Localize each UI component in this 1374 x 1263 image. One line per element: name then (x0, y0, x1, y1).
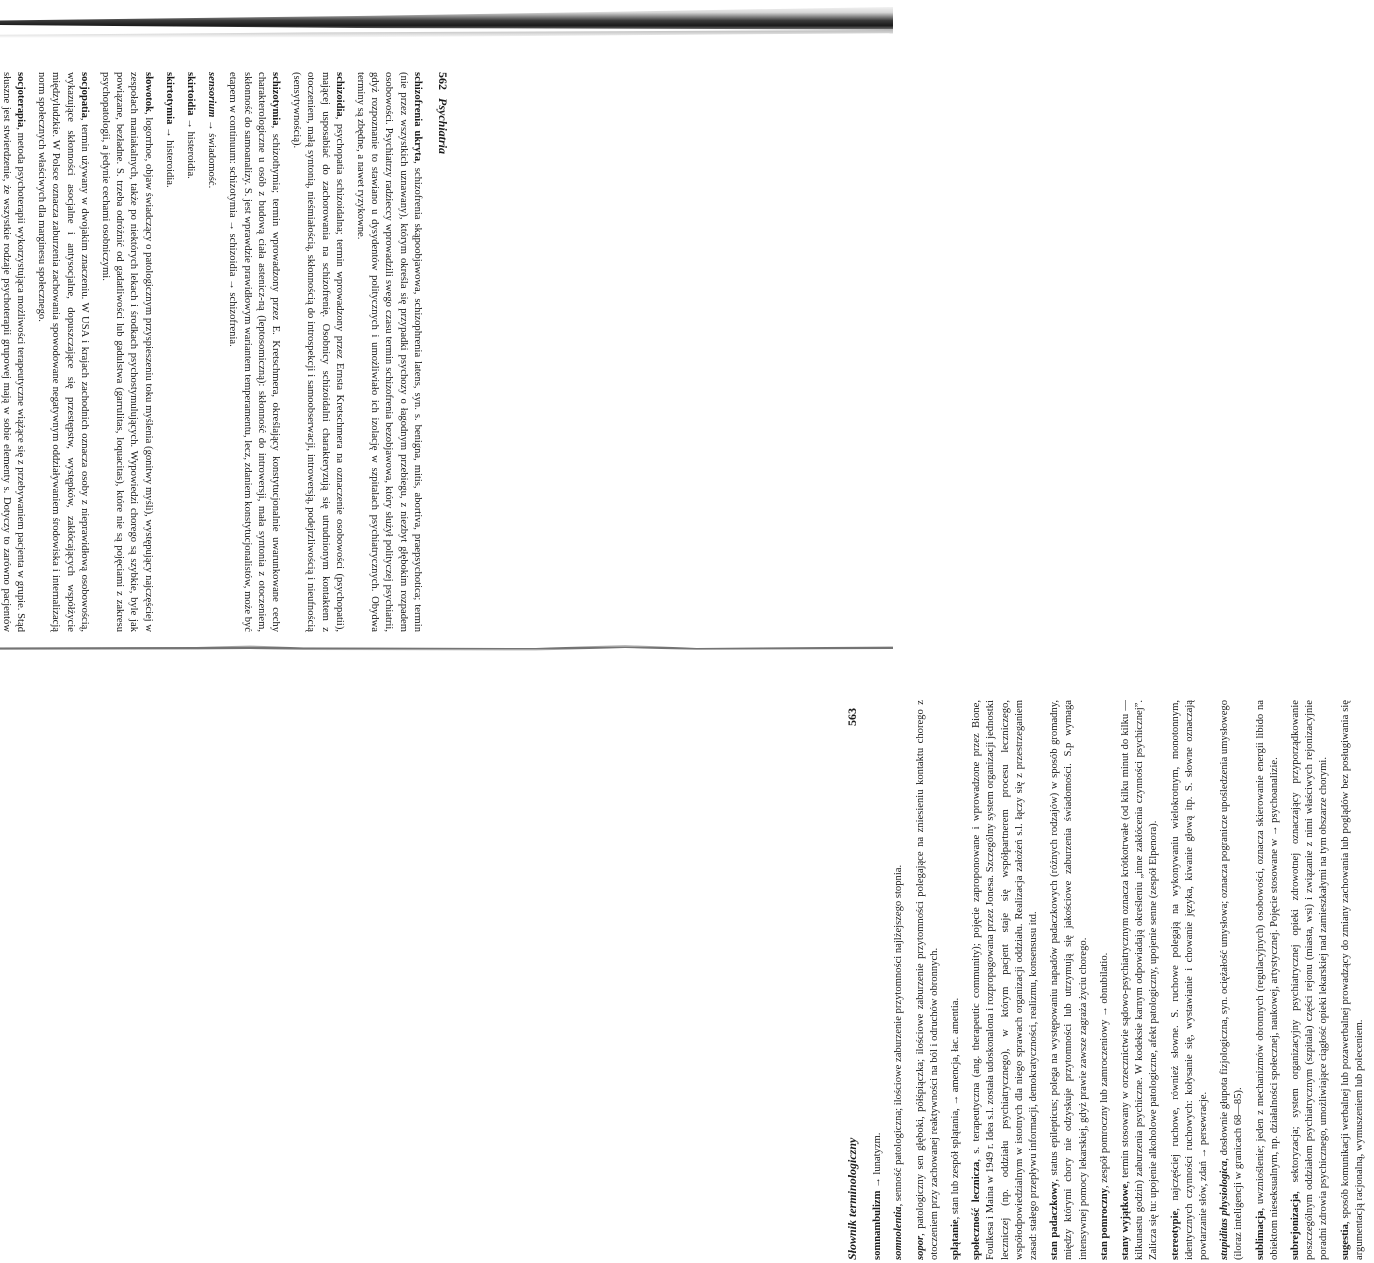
dictionary-entry (1169, 700, 1212, 1260)
entry-term: stereotypie (1169, 1210, 1181, 1260)
entry-body: , schizothymia; termin wprowadzony przez E. Kretschmera, określający konstytucjonalnie uwarunkowane cechy charakterologiczne u osób z budową ciała astenicz-ną (leptosomiczną): skłonność do introwersji, mała syntonia z otoczeniem, skłonność do samoanalizy. S. jest wprawdzie prawidłowym wariantem temperamentu, lecz, zdaniem konstytucjonalistów, może być etapem w continuum: schizotymia → schizoidia → schizofrenia. (227, 72, 281, 632)
dictionary-entry (162, 72, 176, 632)
entry-body: , psychopatia schizoidalna; termin wprowadzony przez Ernsta Kretschmera na oznaczenie osobowości (psychopatii), mającej usposabiać do zachorowania na schizofrenię. Osobnicy schizoidalni charakteryzują się utrudnionym kontaktem z otoczeniem, małą syntonią, nieśmiałością, skłonnością do introspekcji i samoobserwacji, introwersją, podejrzliwością i nieufnością (sensytywnością). (291, 72, 345, 632)
entry-term: somnolentia (893, 1206, 905, 1260)
entry-body: → histeroidia. (184, 115, 196, 179)
entry-term: socjopatia (78, 72, 90, 118)
dictionary-entry (970, 700, 1041, 1260)
scan-fold-line (0, 642, 893, 652)
dictionary-entry (1048, 700, 1091, 1260)
entry-body: , dosłownie głupota fizjologiczna, syn. ociężałość umysłowa; oznacza pogranicze upośledzenia umysłowego (iloraz inteligencji w granicach 68—85). (1219, 699, 1245, 1260)
dictionary-entry (914, 700, 942, 1260)
entry-term: skirtoidia (184, 72, 196, 116)
entry-term: somnambulizm (872, 1190, 884, 1260)
entry-term: społeczność lecznicza (971, 1161, 983, 1260)
dictionary-entry (949, 700, 963, 1260)
dictionary-entry (1254, 700, 1282, 1260)
page-number: 563 (845, 708, 859, 726)
dictionary-entry (0, 72, 27, 632)
entry-term: schizofrenia ukryta (411, 72, 423, 162)
entry-body: , zespół pomroczny lub zamroczeniowy → obnubilatio. (1098, 952, 1110, 1189)
entry-term: sopor (914, 1235, 926, 1260)
dictionary-entry (1119, 700, 1162, 1260)
running-header (845, 700, 859, 1260)
entry-body: , metoda psychoterapii wykorzystująca możliwości terapeutyczne wiążące się z przebywaniem pacjenta w grupie. Stąd słuszne jest stwierdzenie, że wszystkie rodzaje psychoterapii grupowej mają w sobie elementy s. Dotyczy to zarówno pacjentów (0, 72, 26, 632)
entry-body: , logorrhoe, objaw świadczący o patologicznym przyspieszeniu toku myślenia (gonitwy myśli), występujący najczęściej w zespołach maniakalnych, także po niektórych lekach i środkach psychostymulujących. Wypowiedzi chorego są szybkie, byle jak powiązane, bezładne. S. trzeba odróżnić od gadatliwości lub gadulstwa (garrulitas, loquacitas), które nie są pojęciami z zakresu psychopatologii, a jedynie cechami osobniczymi. (99, 72, 154, 632)
entry-body: → lunatyzm. (872, 1132, 884, 1191)
dictionary-entry (225, 72, 282, 632)
entry-term: splątanie (950, 1219, 962, 1260)
entry-term: stany wyjątkowe (1120, 1183, 1132, 1260)
entry-body: , termin używany w dwojakim znaczeniu. W USA i krajach zachodnich oznacza osoby z nieprawidłową osobowością, wykazujące skłonności asocjalne i antysocjalne, dopuszczające się przestępstw, występków, zakłócających współżycie międzyludzkie. W Polsce oznacza zaburzenia zachowania spowodowane negatywnym oddziaływaniem środowiska i internalizacją norm społecznych właściwych dla marginesu społecznego. (36, 72, 90, 632)
page-562 (0, 72, 450, 632)
entry-body: → świadomość. (206, 117, 218, 189)
dictionary-entry (204, 72, 218, 632)
entry-term: subrejonizacja (1290, 1193, 1302, 1260)
entry-body: , uwznioślenie; jeden z mechanizmów obronnych (regulacyjnych) osobowości, oznacza skierowanie energii libido na obiektom nieseksualnym, np. działalności społecznej, naukowej, artystycznej. Pojęcie stosowane w → psychoanalizie. (1254, 700, 1280, 1260)
dictionary-entry (1218, 700, 1246, 1260)
running-head-title: Psychiatria (436, 98, 450, 154)
entry-term: słowotok (142, 72, 154, 113)
entry-body: , najczęściej ruchowe, również słowne. S. ruchowe polegają na wykonywaniu wielokrotnym, monotonnym, identycznych czynności ruchowych: kołysanie się, wystawianie i chowanie języka, kiwanie głową itp. S. słowne oznaczają powtarzanie słów, zdań → persewracje. (1169, 700, 1210, 1260)
dictionary-entry (1098, 700, 1112, 1260)
entry-body: , patologiczny sen głęboki, półśpiączka; ilościowe zaburzenie przytomności polegające na zniesieniu kontaktu chorego z otoczeniem przy zachowanej reaktywności na ból i odruchów obronnych. (914, 700, 940, 1260)
scan-edge-top (0, 0, 893, 40)
entry-term: schizotymia (269, 72, 281, 126)
dictionary-entry (1289, 700, 1332, 1260)
entry-body: , senność patologiczna; ilościowe zaburzenie przytomności najlżejszego stopnia. (893, 864, 905, 1207)
entry-body: , schizofrenia skąpoobjawowa, schizophrenia latens, syn. s. benigna, mitis, abortiva, praepsychotica; termin (nie przez wszystkich uznawany), którym określa się przypadki psychozy o łagodnym przebiegu, z niezbyt głębokim rozpadem osobowości. Psychiatrzy radzieccy wprowadzili swego czasu termin schizofrenia bezobjawowa, który służył polityczej psychiatrii, gdyż rozpoznanie to stawiano u dysydentów politycznych i umożliwiało ich izolację w szpitalach psychiatrycznych. Obydwa terminy są zbędne, a nawet ryzykowne. (354, 72, 423, 632)
entry-term: skirtotymia (163, 72, 175, 125)
page-number: 562 (436, 72, 450, 90)
entry-body: , status epilepticus; polega na występowaniu napadów padaczkowych (różnych rodzajów) w sposób gromadny, między którymi chory nie odzyskuje przytomności lub utrzymują się jakościowe zaburzenia świadomości. S.p wymaga intensywnej pomocy lekarskiej, gdyż prawie zawsze zagraża życiu chorego. (1049, 700, 1089, 1260)
dictionary-entry (353, 72, 424, 632)
entry-term: stupiditas physiologica (1219, 1160, 1231, 1260)
entry-body: , termin stosowany w orzecznictwie sądowo-psychiatrycznym oznacza krótkotrwałe (od kilku minut do kilku — kilkunastu godzin) zaburzenia psychiczne. W kodeksie karnym odpowiadają określeniu „inne zakłócenia czynności psychicznej”. Zalicza się tu: upojenie alkoholowe patologiczne, afekt patologiczny, upojenie senne (zespół Elpenora). (1120, 700, 1160, 1260)
entry-term: sublimacja (1254, 1210, 1266, 1260)
running-header (436, 72, 450, 632)
entry-term: schizoidia (333, 72, 345, 117)
dictionary-entry (34, 72, 91, 632)
entry-body: , stan lub zespół splątania, → amencja, łac. amentia. (950, 997, 962, 1220)
entry-term: stan padaczkowy (1049, 1181, 1061, 1260)
dictionary-entry (892, 700, 906, 1260)
running-head-title: Słownik terminologiczny (845, 1137, 859, 1260)
dictionary-entry (871, 700, 885, 1260)
entry-body: → histeroidia. (163, 124, 175, 188)
entry-term: sugestia (1339, 1224, 1351, 1260)
dictionary-entry (1339, 700, 1367, 1260)
entry-term: sensorium (206, 72, 218, 118)
dictionary-entry (183, 72, 197, 632)
entry-body: , sposób komunikacji werbalnej lub pozawerbalnej prowadzący do zmiany zachowania lub poglądów bez posługiwania się argumentacją racjonalną, wymuszeniem lub poleceniem. (1339, 700, 1365, 1260)
entry-body: , s. terapeutyczna (ang. therapeutic community); pojęcie zaproponowane i wprowadzone przez Bione, Foulkesa i Maina w 1949 r. Idea s.l. została udoskonalona i rozpropagowana przez Jonesa. Szczególny system organizacji jednostki leczniczej (np. oddziału psychiatrycznego), w którym pacjent staje się współpartnerem procesu leczniczego, współodpowiedzialnym w istotnych dla niego sprawach organizacji oddziału. Realizacja założeń s.l. łączy się z przestrzeganiem zasad: stałego przepływu informacji, demokratyczności, realizmu, konsensusu itd. (971, 700, 1040, 1260)
entry-term: socjoterapia (14, 72, 26, 128)
entry-body: , sektoryzacja; system organizacyjny psychiatrycznej opieki zdrowotnej oznaczający przyporządkowanie poszczególnym oddziałom psychiatrycznym (szpitala) części rejonu (miasta, wsi) i związanie z nimi właściwych rejonizacyjnie poradni zdrowia psychicznego, umożliwiające ciągłość opieki lekarskiej nad zamieszkałymi na tym obszarze chorymi. (1290, 700, 1330, 1260)
page-563 (845, 700, 1374, 1260)
dictionary-entry (289, 72, 346, 632)
entry-term: stan pomroczny (1098, 1188, 1110, 1260)
dictionary-entry (98, 72, 155, 632)
